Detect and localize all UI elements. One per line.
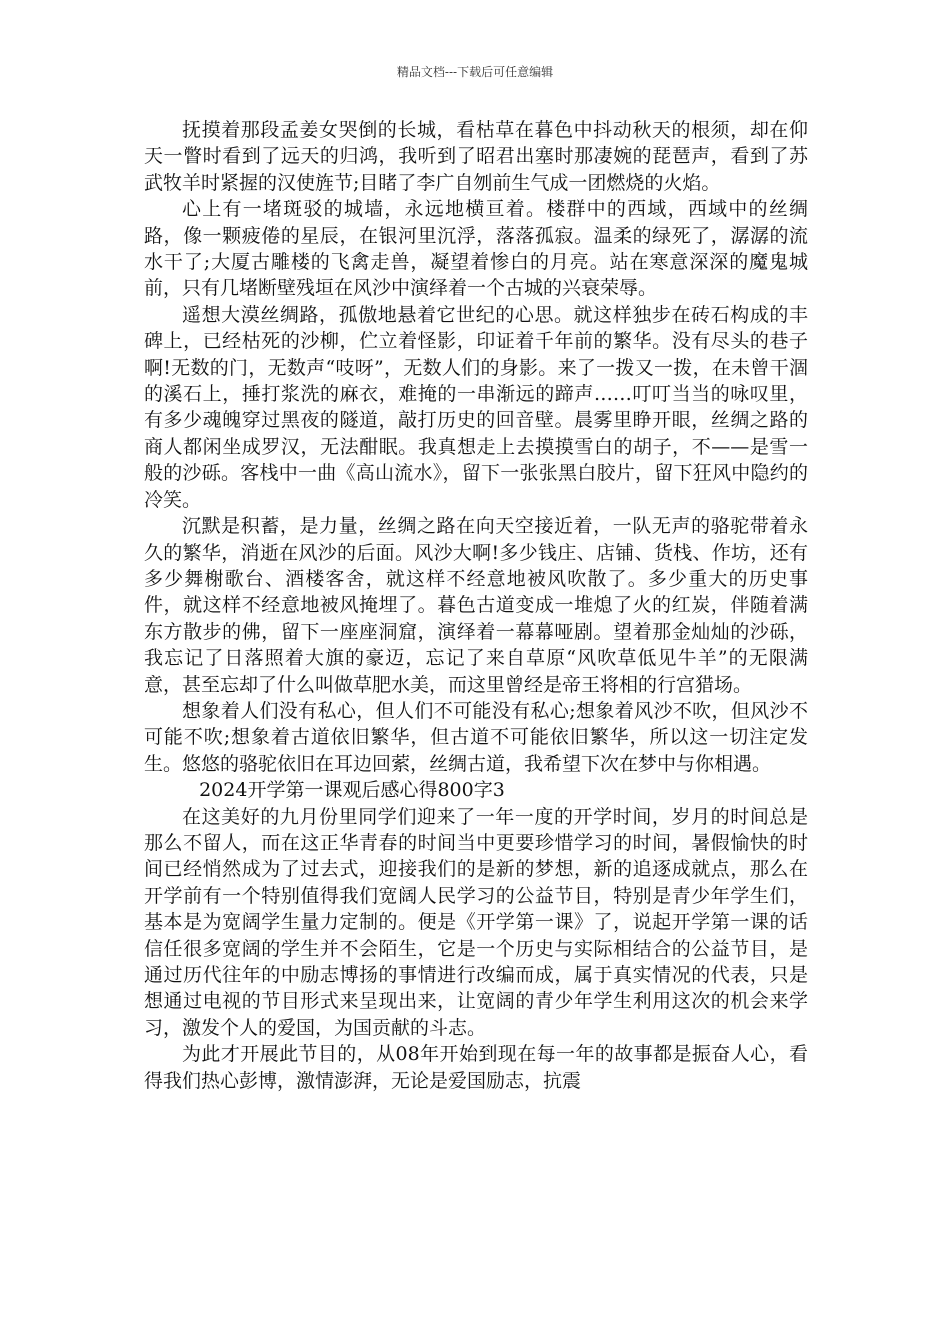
paragraph: 心上有一堵斑驳的城墙，永远地横亘着。楼群中的西域，西域中的丝绸路，像一颗疲倦的星辰，在银河里沉浮，落落孤寂。温柔的绿死了，潺潺的流水干了;大厦古雕楼的飞禽走兽，凝望着惨白的月亮。站在寒意深深的魔鬼城前，只有几堵断壁残垣在风沙中演绎着一个古城的兴衰荣辱。 <box>144 198 808 300</box>
paragraph: 在这美好的九月份里同学们迎来了一年一度的开学时间，岁月的时间总是那么不留人，而在这正华青春的时间当中更要珍惜学习的时间，暑假愉快的时间已经悄然成为了过去式，迎接我们的是新的梦想，新的追逐成就点，那么在开学前有一个特别值得我们宽阔人民学习的公益节目，特别是青少年学生们，基本是为宽阔学生量力定制的。便是《开学第一课》了，说起开学第一课的话信任很多宽阔的学生并不会陌生，它是一个历史与实际相结合的公益节目，是通过历代往年的中励志博扬的事情进行改编而成，属于真实情况的代表，只是想通过电视的节目形式来呈现出来，让宽阔的青少年学生利用这次的机会来学习，激发个人的爱国，为国贡献的斗志。 <box>144 805 808 1039</box>
section-heading: 2024开学第一课观后感心得800字3 <box>199 779 505 802</box>
paragraph: 沉默是积蓄，是力量，丝绸之路在向天空接近着，一队无声的骆驼带着永久的繁华，消逝在风沙的后面。风沙大啊!多少钱庄、店铺、货栈、作坊，还有多少舞榭歌台、酒楼客舍，就这样不经意地被风吹散了。多少重大的历史事件，就这样不经意地被风掩埋了。暮色古道变成一堆熄了火的红炭，伴随着满东方散步的佛，留下一座座洞窟，演绎着一幕幕哑剧。望着那金灿灿的沙砾，我忘记了日落照着大旗的豪迈，忘记了来自草原“风吹草低见牛羊”的无限满意，甚至忘却了什么叫做草肥水美，而这里曾经是帝王将相的行宫猎场。 <box>144 515 808 696</box>
paragraph: 想象着人们没有私心，但人们不可能没有私心;想象着风沙不吹，但风沙不可能不吹;想象着古道依旧繁华，但古道不可能依旧繁华，所以这一切注定发生。悠悠的骆驼依旧在耳边回萦，丝绸古道，我希望下次在梦中与你相遇。 <box>144 699 808 775</box>
page-header: 精品文档---下载后可任意编辑 <box>396 65 554 79</box>
paragraph: 抚摸着那段孟姜女哭倒的长城，看枯草在暮色中抖动秋天的根须，却在仰天一瞥时看到了远天的归鸿，我听到了昭君出塞时那凄婉的琵琶声，看到了苏武牧羊时紧握的汉使旌节;目睹了李广自刎前生气成一团燃烧的火焰。 <box>144 119 808 194</box>
paragraph: 为此才开展此节目的，从08年开始到现在每一年的故事都是振奋人心，看得我们热心彭博，激情澎湃，无论是爱国励志，抗震 <box>144 1043 808 1092</box>
document-body <box>144 117 808 1094</box>
paragraph: 遥想大漠丝绸路，孤傲地悬着它世纪的心思。就这样独步在砖石构成的丰碑上，已经枯死的沙柳，伫立着怪影，印证着千年前的繁华。没有尽头的巷子啊!无数的门，无数声“吱呀”，无数人们的身影。来了一拨又一拨，在未曾干涸的溪石上，捶打浆洗的麻衣，难掩的一串渐远的蹄声……叮叮当当的咏叹里，有多少魂魄穿过黑夜的隧道，敲打历史的回音壁。晨雾里睁开眼，丝绸之路的商人都闲坐成罗汉，无法酣眠。我真想走上去摸摸雪白的胡子，不——是雪一般的沙砾。客栈中一曲《高山流水》，留下一张张黑白胶片，留下狂风中隐约的冷笑。 <box>144 303 808 511</box>
